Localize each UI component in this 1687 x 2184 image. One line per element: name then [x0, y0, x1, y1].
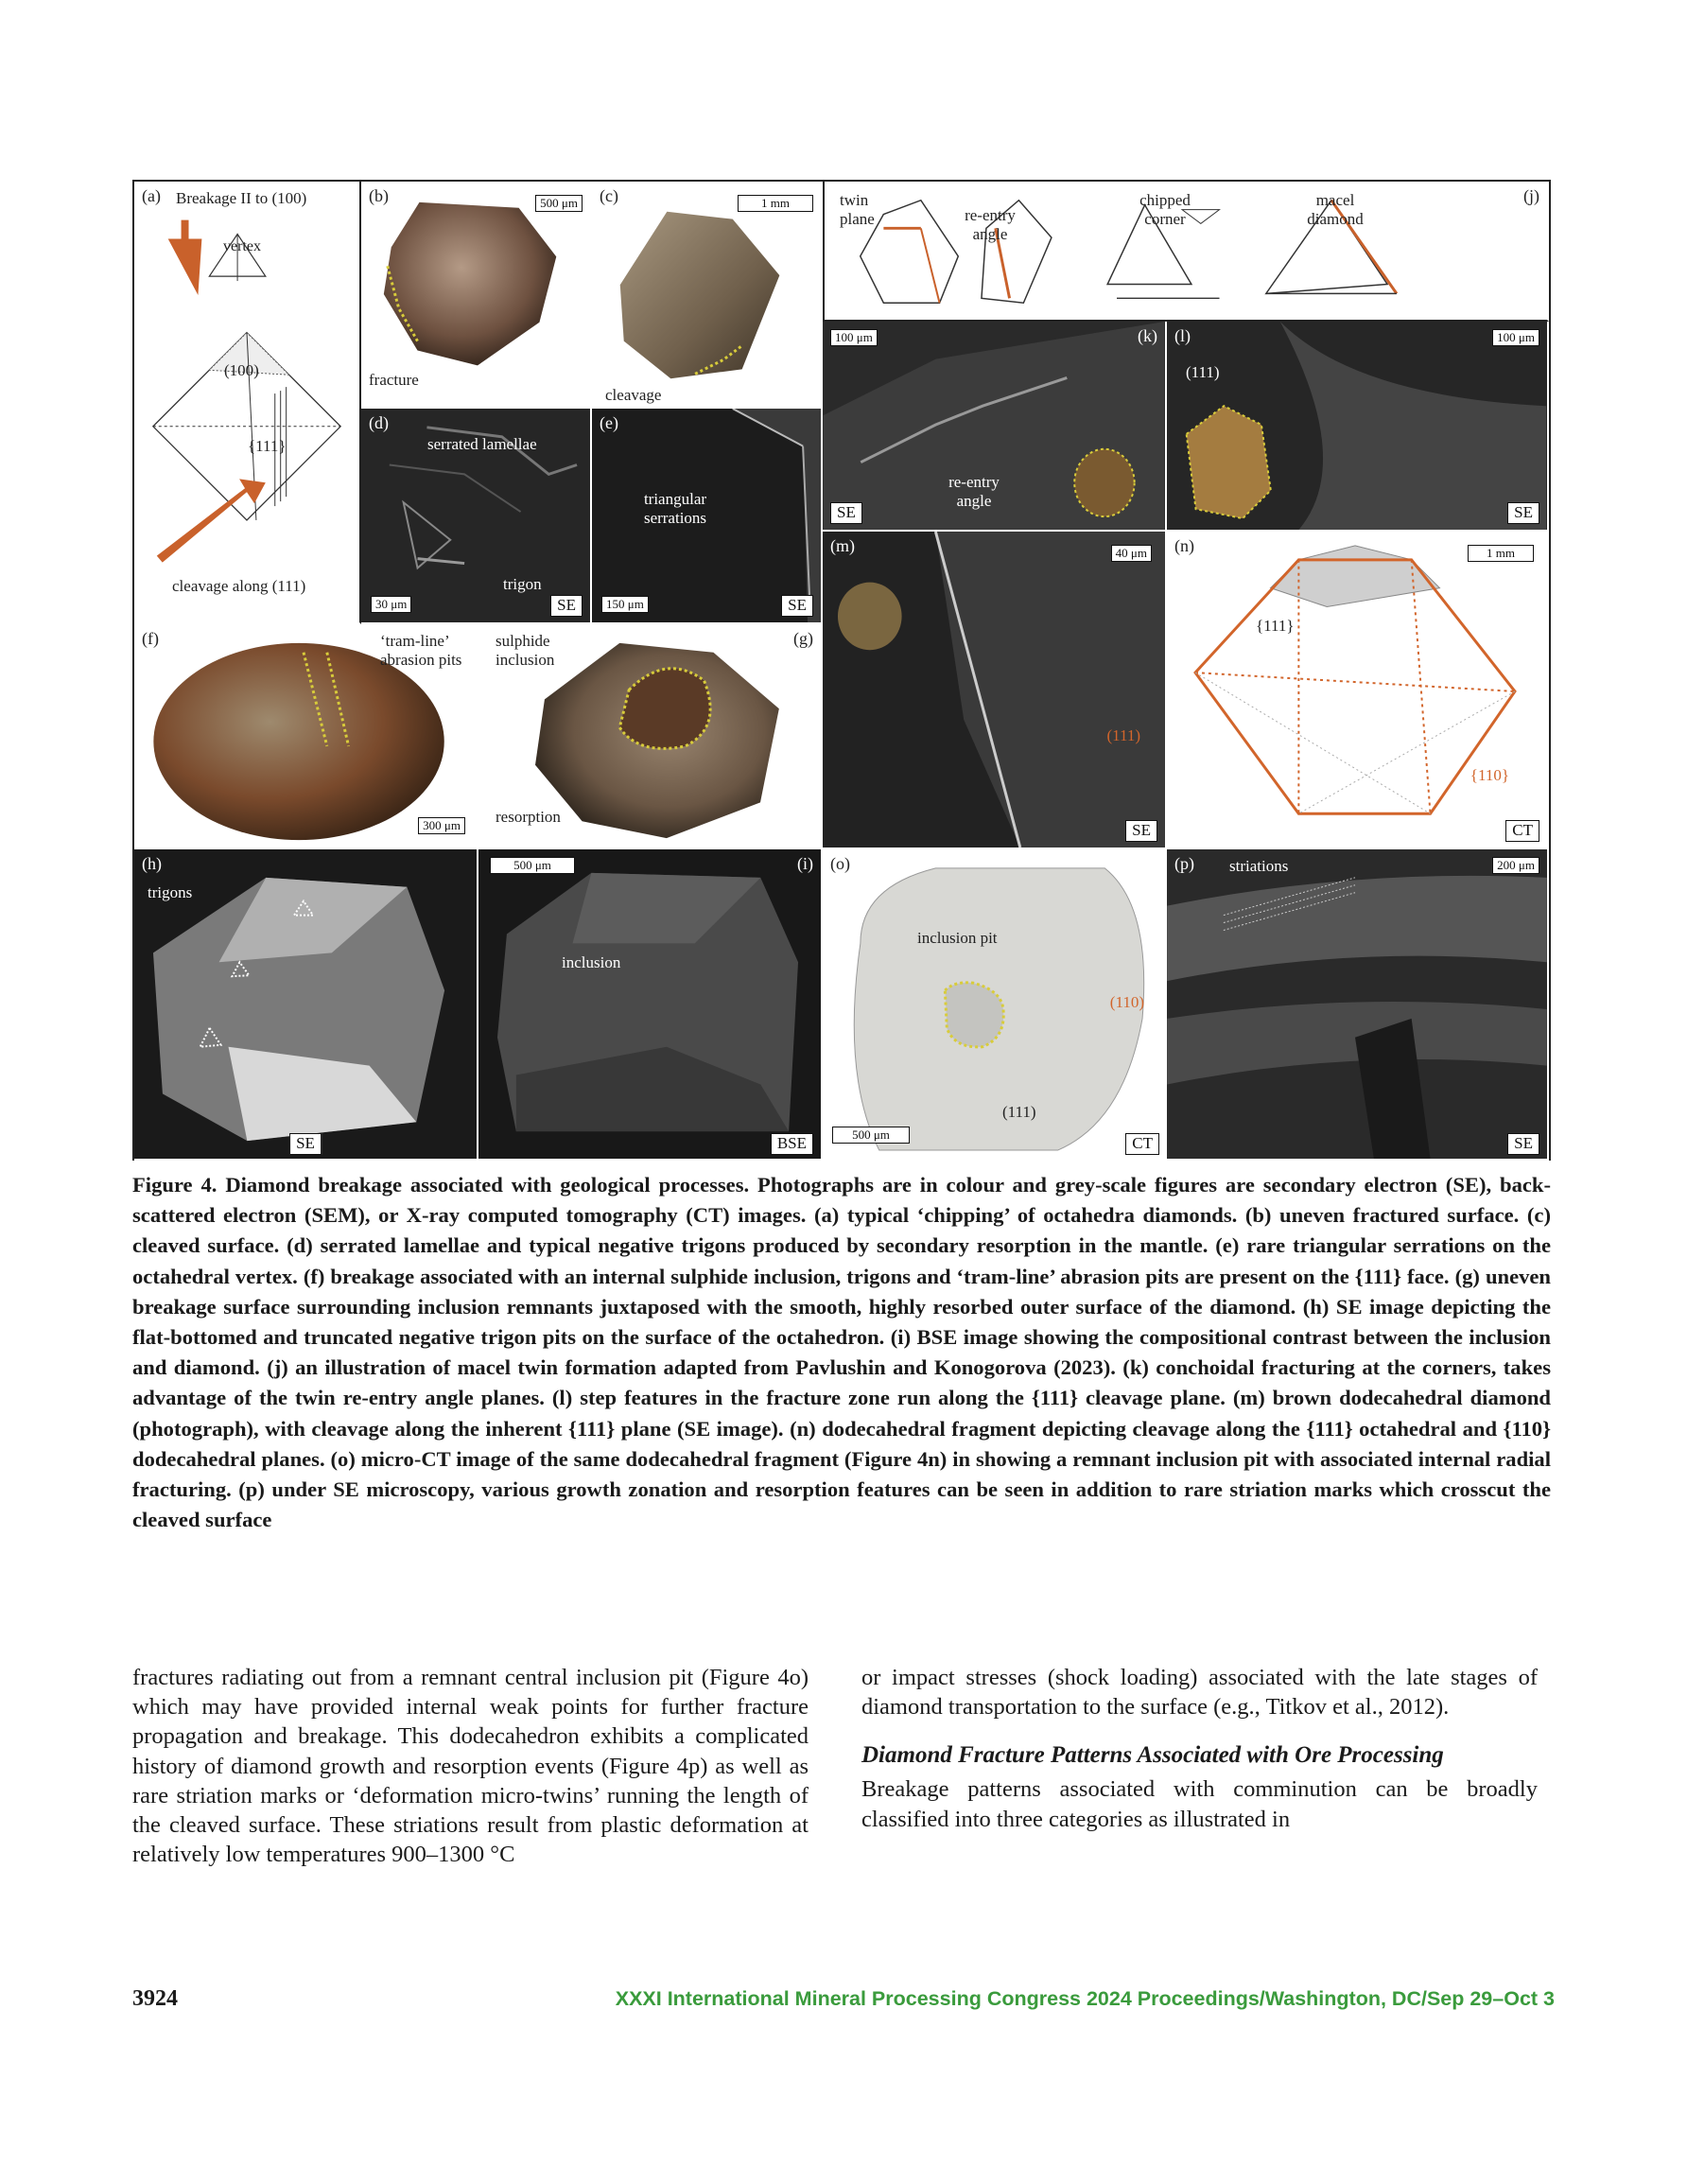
- section-subheading: Diamond Fracture Patterns Associated with Ore Processing: [861, 1742, 1444, 1769]
- panel-h: [134, 849, 478, 1161]
- panel-i: [478, 849, 823, 1161]
- panel-k: [823, 322, 1167, 532]
- panel-k-note: re-entry angle: [948, 473, 1000, 510]
- panel-f-note: ‘tram-line’ abrasion pits: [380, 632, 462, 669]
- panel-o: [823, 849, 1167, 1161]
- panel-l-note: (111): [1186, 363, 1220, 381]
- panel-o-note3: (111): [1002, 1103, 1036, 1121]
- panel-c-scale: 1 mm: [738, 195, 813, 212]
- panel-n-label: (n): [1174, 536, 1194, 555]
- panel-h-mode: SE: [289, 1133, 322, 1155]
- panel-i-scale: 500 μm: [490, 857, 575, 874]
- body-column-left: [132, 1663, 809, 1869]
- panel-p-scale: 200 μm: [1492, 857, 1539, 874]
- panel-a-cleavage: cleavage along (111): [172, 577, 306, 595]
- panel-i-label: (i): [797, 854, 813, 873]
- panel-n-note1: {111}: [1256, 617, 1295, 635]
- panel-e-note: triangular serrations: [643, 490, 707, 527]
- panel-a-label: (a): [142, 186, 161, 205]
- panel-j-macel: macel diamond: [1307, 191, 1364, 228]
- running-title: XXXI International Mineral Processing Congress 2024 Proceedings/Washington, DC/Sep 29–Oct 3: [615, 1987, 1555, 2010]
- panel-g-label: (g): [793, 629, 813, 648]
- panel-j-chipped: chipped corner: [1139, 191, 1191, 228]
- striation-marks-image: [1167, 849, 1547, 1159]
- panel-g-note1: sulphide inclusion: [496, 632, 555, 669]
- panel-p-note: striations: [1229, 857, 1289, 875]
- panel-a-title: Breakage II to (100): [176, 189, 307, 207]
- panel-l: [1167, 322, 1549, 532]
- panel-d-scale: 30 μm: [371, 596, 411, 613]
- panel-c-note: cleavage: [605, 386, 662, 404]
- panel-m: [823, 532, 1167, 849]
- panel-a-111: {111}: [248, 437, 287, 455]
- dodecahedral-cleavage-image: [823, 532, 1165, 847]
- panel-o-note2: (110): [1109, 993, 1144, 1011]
- body-paragraph-right-2: Breakage patterns associated with comminution can be broadly classified into three categories as illustrated in: [861, 1776, 1538, 1832]
- cleaved-diamond-photo: [592, 182, 821, 407]
- panel-n-note2: {110}: [1470, 766, 1509, 784]
- panel-e-scale: 150 μm: [601, 596, 649, 613]
- panel-k-mode: SE: [830, 502, 862, 524]
- dodecahedral-fragment-ct: [1167, 532, 1547, 847]
- panel-n-scale: 1 mm: [1468, 545, 1534, 562]
- panel-j-reentry: re-entry angle: [965, 206, 1016, 243]
- body-column-right: [861, 1663, 1538, 1834]
- panel-k-scale: 100 μm: [830, 329, 878, 346]
- panel-b: [361, 182, 592, 409]
- page-number: 3924: [132, 1986, 178, 2011]
- panel-b-note: fracture: [369, 371, 419, 389]
- panel-d-mode: SE: [550, 595, 583, 617]
- body-paragraph-right-1: or impact stresses (shock loading) associated with the late stages of diamond transportation to the surface (e.g., Titkov et al., 2012).: [861, 1665, 1538, 1721]
- panel-p: [1167, 849, 1549, 1161]
- panel-m-label: (m): [830, 536, 855, 555]
- panel-d-label: (d): [369, 413, 389, 432]
- panel-j-twin: twin plane: [840, 191, 875, 228]
- panel-e-mode: SE: [781, 595, 813, 617]
- panel-n: [1167, 532, 1549, 849]
- figure-4: [132, 180, 1551, 1161]
- panel-f: [134, 624, 478, 849]
- panel-j: [823, 182, 1549, 322]
- step-features-image: [1167, 322, 1547, 530]
- panel-d-note1: serrated lamellae: [427, 435, 537, 453]
- panel-l-label: (l): [1174, 326, 1191, 345]
- panel-o-scale: 500 μm: [832, 1127, 910, 1144]
- panel-o-mode: CT: [1125, 1133, 1159, 1155]
- panel-i-mode: BSE: [771, 1133, 813, 1155]
- inclusion-contrast-image: [478, 849, 821, 1159]
- panel-l-scale: 100 μm: [1492, 329, 1539, 346]
- panel-e-label: (e): [600, 413, 618, 432]
- panel-m-scale: 40 μm: [1111, 545, 1152, 562]
- panel-p-label: (p): [1174, 854, 1194, 873]
- panel-h-label: (h): [142, 854, 162, 873]
- panel-m-mode: SE: [1125, 820, 1157, 842]
- panel-a-100: (100): [224, 361, 259, 379]
- panel-i-note: inclusion: [562, 953, 621, 971]
- panel-d-note2: trigon: [503, 575, 542, 593]
- panel-f-scale: 300 μm: [418, 817, 465, 834]
- panel-f-label: (f): [142, 629, 159, 648]
- panel-l-mode: SE: [1507, 502, 1539, 524]
- panel-k-label: (k): [1138, 326, 1157, 345]
- figure-caption: Figure 4. Diamond breakage associated with geological processes. Photographs are in colour and grey-scale figures are secondary electron (SE), back-scattered electron (SEM), or X-ray computed tomography (CT) images. (a) typical ‘chipping’ of octahedra diamonds. (b) uneven fractured surface. (c) cleaved surface. (d) serrated lamellae and typical negative trigons produced by secondary resorption in the mantle. (e) rare triangular serrations on the octahedral vertex. (f) breakage associated with an internal sulphide inclusion, trigons and ‘tram-line’ abrasion pits are present on the {111} face. (g) uneven breakage surface surrounding inclusion remnants juxtaposed with the smooth, highly resorbed outer surface of the diamond. (h) SE image depicting the flat-bottomed and truncated negative trigon pits on the surface of the octahedron. (i) BSE image showing the compositional contrast between the inclusion and diamond. (j) an illustration of macel twin formation adapted from Pavlushin and Konogorova (2023). (k) conchoidal fracturing at the corners, takes advantage of the twin re-entry angle planes. (l) step features in the fracture zone run along the {111} cleavage plane. (m) brown dodecahedral diamond (photograph), with cleavage along the inherent {111} plane (SE image). (n) dodecahedral fragment depicting cleavage along the {111} octahedral and {110} dodecahedral planes. (o) micro-CT image of the same dodecahedral fragment (Figure 4n) in showing a remnant inclusion pit with associated internal radial fracturing. (p) under SE microscopy, various growth zonation and resorption features can be seen in addition to rare striation marks which crosscut the cleaved surface: [132, 1173, 1551, 1532]
- panel-g-note2: resorption: [496, 808, 561, 826]
- panel-n-mode: CT: [1505, 820, 1539, 842]
- panel-p-mode: SE: [1507, 1133, 1539, 1155]
- panel-m-note: (111): [1106, 726, 1140, 744]
- panel-o-label: (o): [830, 854, 850, 873]
- panel-e: [592, 409, 823, 624]
- panel-h-note: trigons: [148, 883, 193, 901]
- panel-c: [592, 182, 823, 409]
- panel-j-label: (j): [1523, 186, 1539, 205]
- panel-c-label: (c): [600, 186, 618, 205]
- panel-b-scale: 500 μm: [535, 195, 583, 212]
- panel-b-label: (b): [369, 186, 389, 205]
- panel-o-note1: inclusion pit: [917, 929, 998, 947]
- panel-g: [478, 624, 823, 849]
- body-paragraph-left: fractures radiating out from a remnant central inclusion pit (Figure 4o) which may have provided internal weak points for further fracture propagation and breakage. This dodecahedron exhibits a complicated history of diamond growth and resorption events (Figure 4p) as well as rare striation marks or ‘deformation micro-twins’ running the length of the cleaved surface. These striations result from plastic deformation at relatively low temperatures 900–1300 °C: [132, 1665, 809, 1868]
- panel-a-vertex: vertex: [223, 238, 261, 254]
- panel-d: [361, 409, 592, 624]
- panel-a: [134, 182, 361, 624]
